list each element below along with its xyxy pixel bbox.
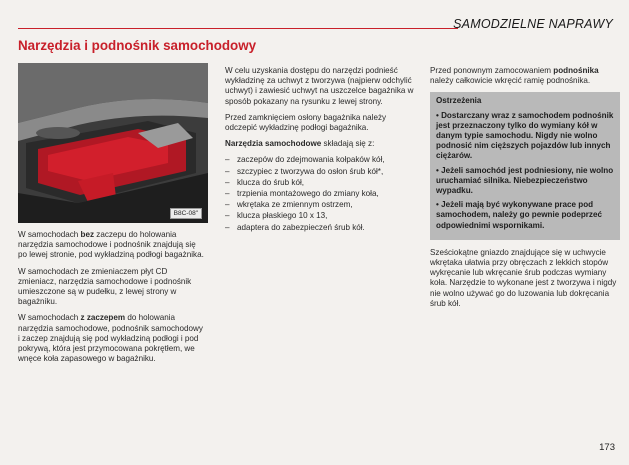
warning-item: • Jeżeli mają być wykonywane prace pod samochodem, należy go pewnie podeprzeć odpowiednimi wspornikami. xyxy=(436,200,602,230)
paragraph-hex-socket: Sześciokątne gniazdo znajdujące się w uchwycie wkrętaka ułatwia przy obręczach z lekkich stopów wykręcanie lub wkręcanie śrub podczas wymiany koła. Narzędzie to wykonane jest z tworzywa i nigdy nie wolno używać go do luzowania lub dokręcania śrub kół. xyxy=(430,247,617,308)
figure-reference-code: B8C-08" xyxy=(170,208,202,219)
list-item: – zaczepów do zdejmowania kołpaków kół, xyxy=(225,155,415,165)
paragraph-tools-intro: Narzędzia samochodowe składają się z: xyxy=(225,139,375,149)
trunk-illustration xyxy=(18,63,208,223)
paragraph-storage-no-hitch: W samochodach bez zaczepu do holowania narzędzia samochodowe i podnośnik znajdują się po lewej stronie, pod wykładziną podłogi bagażnika. xyxy=(18,230,204,260)
list-item: – klucza do śrub kół, xyxy=(225,178,415,188)
list-item: – szczypiec z tworzywa do osłon śrub kół*, xyxy=(225,167,415,177)
header-rule xyxy=(18,28,458,29)
warning-box xyxy=(430,92,620,239)
paragraph-storage-cd-changer: W samochodach ze zmieniaczem płyt CD zmieniacz, narzędzia samochodowe i podnośnik umieszczone są w pudełku, z lewej strony w bagażniku. xyxy=(18,266,192,307)
list-item: – adaptera do zabezpieczeń śrub kół. xyxy=(225,223,415,233)
list-item: – trzpienia montażowego do zmiany koła, xyxy=(225,189,415,199)
column-middle xyxy=(225,66,415,239)
paragraph-jack-refit: Przed ponownym zamocowaniem podnośnika należy całkowicie wkręcić ramię podnośnika. xyxy=(430,66,599,86)
paragraph-before-closing: Przed zamknięciem osłony bagażnika należy odczepić wykładzinę podłogi bagażnika. xyxy=(225,112,387,133)
page-number: 173 xyxy=(599,442,615,453)
paragraph-storage-with-hitch: W samochodach z zaczepem do holowania narzędzia samochodowe, podnośnik samochodowy i zaczep znajdują się pod wykładziną podłogi i pod pokrywą, która jest przymocowana pokrętłem, we wnęce koła zapasowego w bagażniku. xyxy=(18,313,203,364)
paragraph-access-tools: W celu uzyskania dostępu do narzędzi podnieść wykładzinę za uchwyt z tworzywa (najpierw odchylić uchwyt) i zawiesić uchwyt na uszczelce bagażnika w sposób pokazany na rysunku z lewej strony. xyxy=(225,66,414,106)
column-right xyxy=(430,66,620,315)
warning-item: • Jeżeli samochód jest podniesiony, nie wolno uruchamiać silnika. Niebezpieczeństwo wypadku. xyxy=(436,165,614,196)
tools-list xyxy=(225,155,415,232)
section-title: SAMODZIELNE NAPRAWY xyxy=(453,17,613,31)
warning-title: Ostrzeżenia xyxy=(436,96,482,106)
list-item: – klucza płaskiego 10 x 13, xyxy=(225,211,415,221)
warning-item: • Dostarczany wraz z samochodem podnośnik jest przeznaczony tylko do wymiany kół w danym typie samochodu. Nigdy nie wolno podnosić nim cięższych pojazdów lub innych ciężarów. xyxy=(436,110,614,161)
trunk-photo xyxy=(18,63,208,223)
column-left xyxy=(18,230,206,370)
page-title: Narzędzia i podnośnik samochodowy xyxy=(18,38,257,53)
list-item: – wkrętaka ze zmiennym ostrzem, xyxy=(225,200,415,210)
